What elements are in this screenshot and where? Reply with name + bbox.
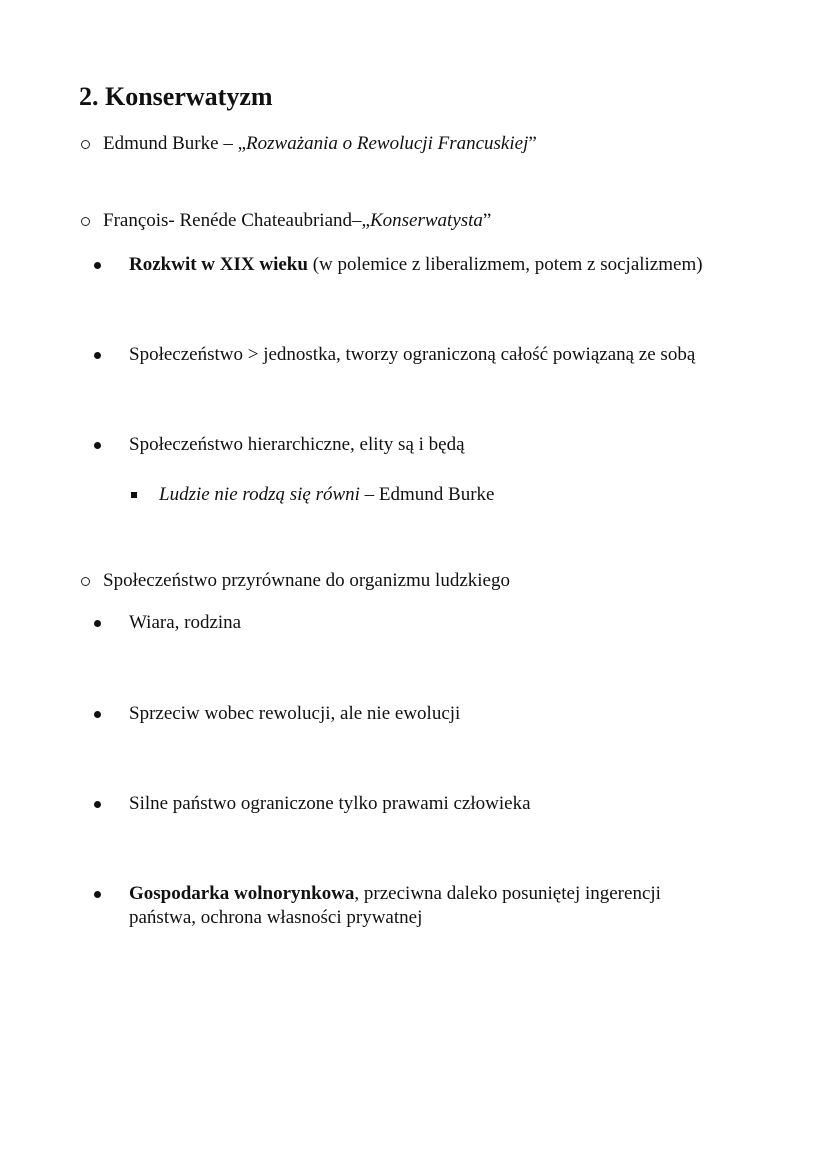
square-bullet-icon xyxy=(131,492,137,498)
list-item-organizm: Społeczeństwo przyrównane do organizmu ludzkiego xyxy=(103,570,510,591)
bullet-icon xyxy=(94,620,101,627)
list-item-spoleczenstwo-jednostka: Społeczeństwo > jednostka, tworzy ograniczoną całość powiązaną ze sobą xyxy=(129,344,696,365)
section-heading: 2. Konserwatyzm xyxy=(79,82,273,111)
work-title: Konserwatysta xyxy=(369,210,483,231)
bullet-icon xyxy=(94,711,101,718)
bullet-icon xyxy=(94,352,101,359)
list-item-sprzeciw: Sprzeciw wobec rewolucji, ale nie ewolucji xyxy=(129,703,461,724)
item-text: – Edmund Burke xyxy=(359,484,495,505)
bold-phrase: Rozkwit w XIX wieku xyxy=(129,254,308,275)
list-item-hierarchia: Społeczeństwo hierarchiczne, elity są i będą xyxy=(129,434,465,455)
list-item-chateaubriand xyxy=(103,209,491,233)
list-item-gospodarka xyxy=(129,882,729,930)
item-text-suffix: ” xyxy=(482,210,492,231)
list-item-wiara: Wiara, rodzina xyxy=(129,612,242,633)
bullet-icon xyxy=(94,262,101,269)
list-item-panstwo: Silne państwo ograniczone tylko prawami człowieka xyxy=(129,793,531,814)
circle-bullet-icon xyxy=(81,577,90,586)
item-text: , przeciwna daleko posuniętej ingerencji państwa, ochrona własności prywatnej xyxy=(129,883,661,928)
list-item-rozkwit xyxy=(129,253,703,277)
list-item-ludzie xyxy=(159,483,495,507)
circle-bullet-icon xyxy=(81,140,90,149)
bullet-icon xyxy=(94,891,101,898)
bullet-icon xyxy=(94,801,101,808)
bold-phrase: Gospodarka wolnorynkowa xyxy=(129,883,355,904)
circle-bullet-icon xyxy=(81,217,90,226)
bullet-icon xyxy=(94,442,101,449)
list-item-burke xyxy=(103,132,537,156)
item-text: Edmund Burke – „ xyxy=(103,133,247,154)
item-text-suffix: ” xyxy=(528,133,537,154)
item-text: (w polemice z liberalizmem, potem z socjalizmem) xyxy=(307,254,703,275)
quote-text: Ludzie nie rodzą się równi xyxy=(159,484,360,505)
item-text: François- Renéde Chateaubriand–„ xyxy=(103,210,370,231)
book-title: Rozważania o Rewolucji Francuskiej xyxy=(246,133,529,154)
